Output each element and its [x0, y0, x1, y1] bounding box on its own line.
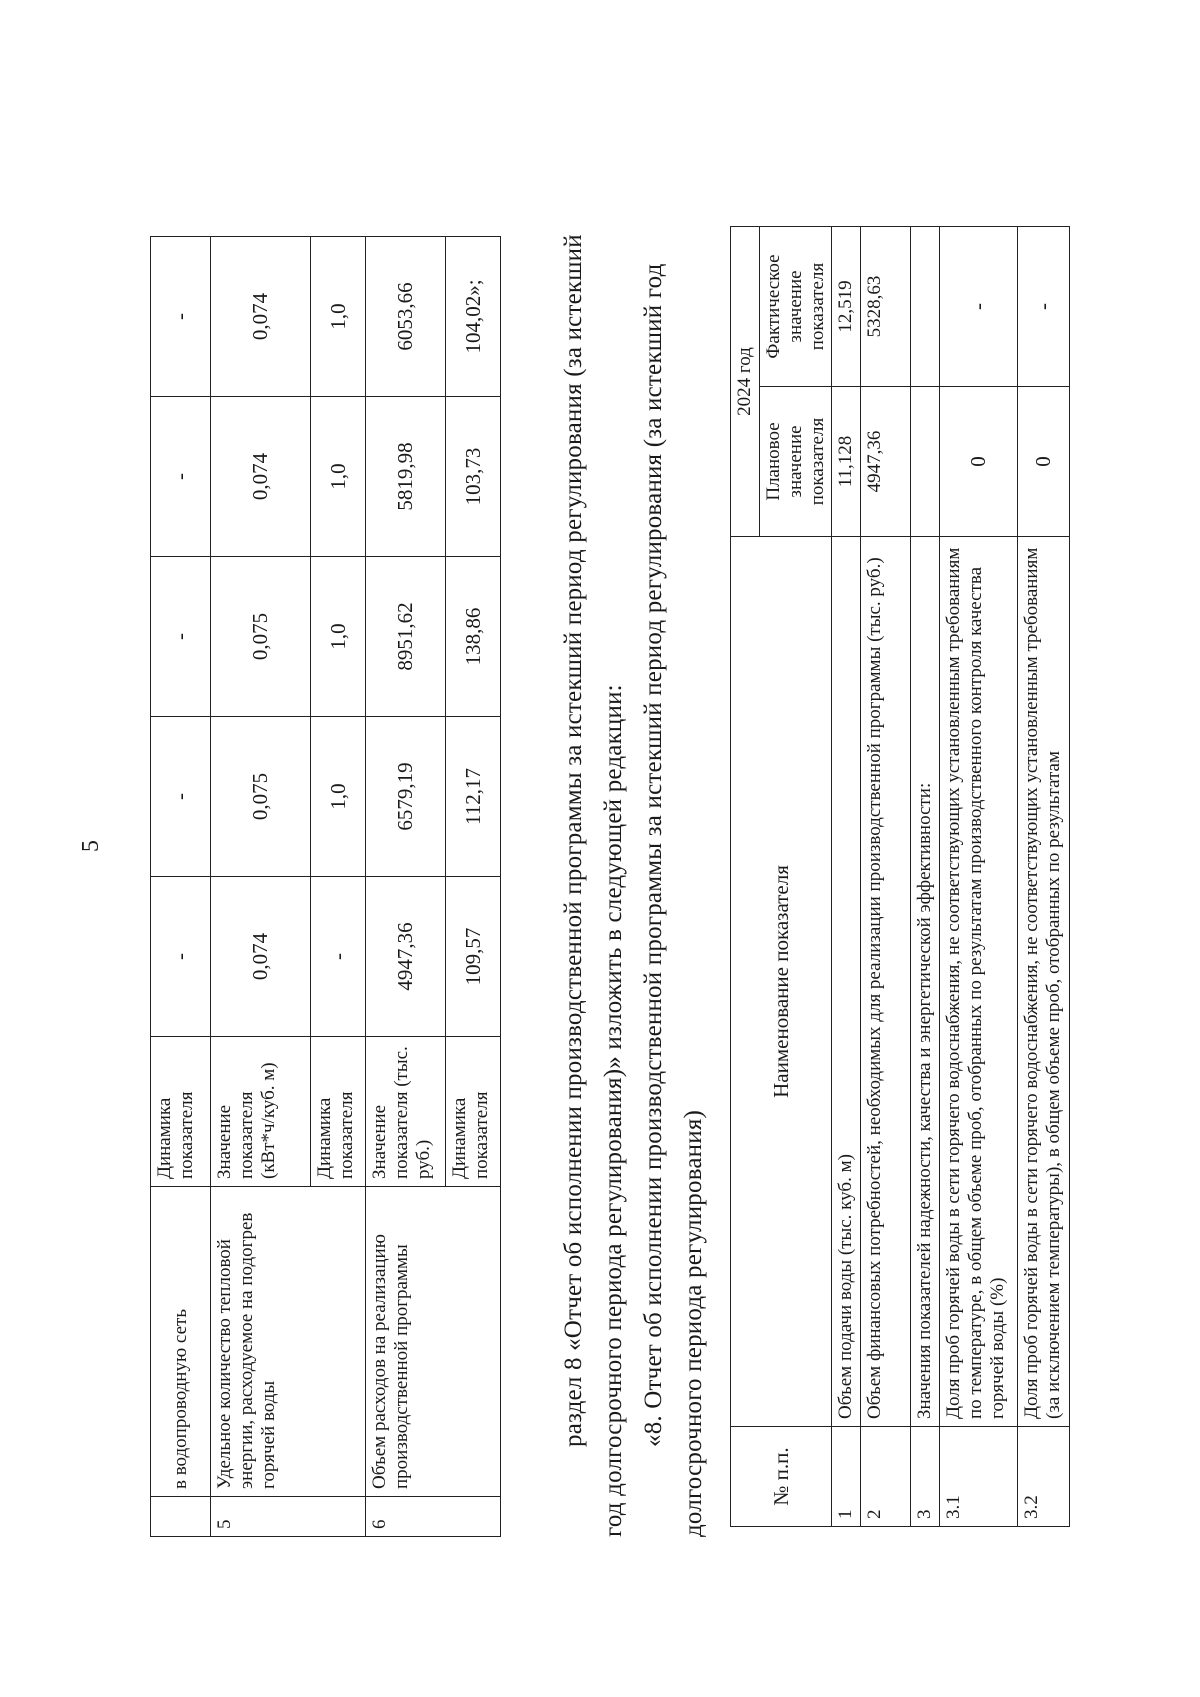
- plan-value: [911, 387, 940, 537]
- value-cell: 109,57: [446, 877, 501, 1037]
- fact-value: 5328,63: [861, 227, 911, 387]
- value-cell: 1,0: [311, 557, 366, 717]
- value-cell: 8951,62: [366, 557, 446, 717]
- indicator-name: Доля проб горячей воды в сети горячего водоснабжения, не соответствующих установленным требованиям (за исключением температуры), в общем объеме проб, отобранных по результатам: [1018, 537, 1070, 1427]
- value-cell: -: [151, 397, 211, 557]
- value-cell: 0,075: [211, 717, 311, 877]
- page-number: 5: [78, 840, 104, 852]
- row-number: 2: [861, 1427, 911, 1527]
- value-cell: 1,0: [311, 237, 366, 397]
- table-row: [366, 237, 446, 1537]
- amendment-text-line: раздел 8 «Отчет об исполнении производственной программы за истекший период регулирования (за истекший: [560, 234, 587, 1447]
- row-number: 6: [366, 1497, 501, 1537]
- value-cell: 6579,19: [366, 717, 446, 877]
- indicators-table-continued: [150, 236, 501, 1537]
- table-row: [940, 227, 1018, 1527]
- row-number: 3.2: [1018, 1427, 1070, 1527]
- row-number: [151, 1497, 211, 1537]
- section-heading-line: «8. Отчет об исполнении производственной программы за истекший период регулирования (за истекший год: [640, 263, 667, 1447]
- column-header-fact: Фактическое значение показателя: [759, 227, 832, 387]
- column-header-name: Наименование показателя: [731, 537, 832, 1427]
- table-row: [211, 237, 311, 1537]
- value-cell: 0,075: [211, 557, 311, 717]
- value-cell: 6053,66: [366, 237, 446, 397]
- value-cell: 5819,98: [366, 397, 446, 557]
- row-number: 3.1: [940, 1427, 1018, 1527]
- value-cell: 104,02»;: [446, 237, 501, 397]
- value-cell: 0,074: [211, 237, 311, 397]
- indicator-name: в водопроводную сеть: [151, 1187, 211, 1497]
- value-cell: 138,86: [446, 557, 501, 717]
- fact-value: 12,519: [832, 227, 861, 387]
- value-cell: -: [151, 237, 211, 397]
- amendment-text-line: год долгосрочного периода регулирования)» изложить в следующей редакции:: [600, 684, 627, 1537]
- value-cell: -: [151, 557, 211, 717]
- column-header-year: 2024 год: [731, 227, 760, 537]
- value-cell: 4947,36: [366, 877, 446, 1037]
- plan-value: 4947,36: [861, 387, 911, 537]
- value-cell: 103,73: [446, 397, 501, 557]
- table-row: [861, 227, 911, 1527]
- program-report-table: [730, 226, 1070, 1527]
- table-row: [832, 227, 861, 1527]
- value-cell: 1,0: [311, 397, 366, 557]
- table-header-row: [731, 227, 760, 1527]
- indicator-type: Динамика показателя: [446, 1037, 501, 1187]
- fact-value: -: [1018, 227, 1070, 387]
- indicator-type: Динамика показателя: [311, 1037, 366, 1187]
- value-cell: 0,074: [211, 397, 311, 557]
- indicator-type: Значение показателя (тыс. руб.): [366, 1037, 446, 1187]
- plan-value: 11,128: [832, 387, 861, 537]
- value-cell: 1,0: [311, 717, 366, 877]
- indicator-name: Значения показателей надежности, качества и энергетической эффективности:: [911, 537, 940, 1427]
- column-header-number: № п.п.: [731, 1427, 832, 1527]
- value-cell: -: [311, 877, 366, 1037]
- indicator-name: Объем расходов на реализацию производственной программы: [366, 1187, 501, 1497]
- fact-value: [911, 227, 940, 387]
- value-cell: -: [151, 877, 211, 1037]
- plan-value: 0: [1018, 387, 1070, 537]
- fact-value: -: [940, 227, 1018, 387]
- table-row: [151, 237, 211, 1537]
- section-heading-line: долгосрочного периода регулирования): [680, 1109, 707, 1537]
- table-row: [1018, 227, 1070, 1527]
- value-cell: 0,074: [211, 877, 311, 1037]
- indicator-name: Удельное количество тепловой энергии, расходуемое на подогрев горячей воды: [211, 1187, 366, 1497]
- indicator-type: Значение показателя (кВт*ч/куб. м): [211, 1037, 311, 1187]
- row-number: 3: [911, 1427, 940, 1527]
- indicator-type: Динамика показателя: [151, 1037, 211, 1187]
- indicator-name: Объем подачи воды (тыс. куб. м): [832, 537, 861, 1427]
- value-cell: 112,17: [446, 717, 501, 877]
- plan-value: 0: [940, 387, 1018, 537]
- row-number: 5: [211, 1497, 366, 1537]
- row-number: 1: [832, 1427, 861, 1527]
- column-header-plan: Плановое значение показателя: [759, 387, 832, 537]
- indicator-name: Объем финансовых потребностей, необходимых для реализации производственной программы (тыс. руб.): [861, 537, 911, 1427]
- table-row: [911, 227, 940, 1527]
- value-cell: -: [151, 717, 211, 877]
- indicator-name: Доля проб горячей воды в сети горячего водоснабжения, не соответствующих установленным требованиям по температуре, в общем объеме проб, отобранных по результатам производственного контроля качества горячей воды (%): [940, 537, 1018, 1427]
